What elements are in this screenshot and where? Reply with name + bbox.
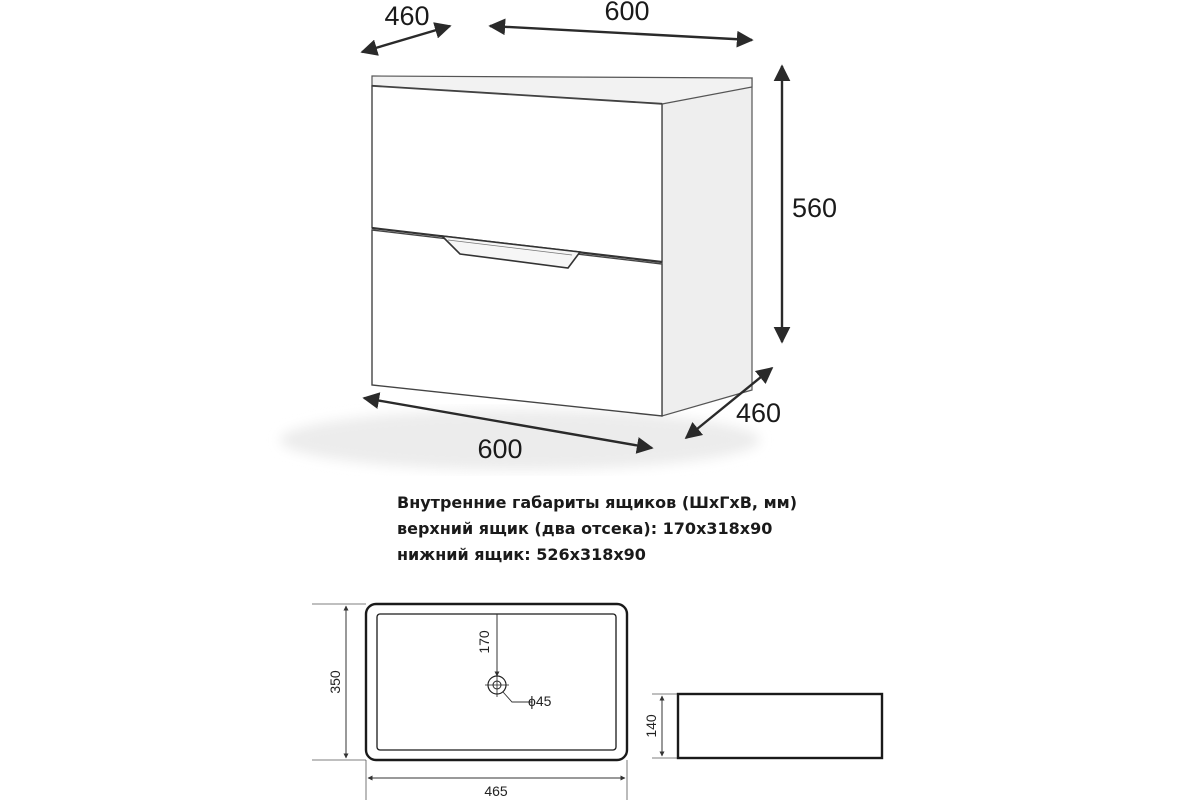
dim-label-width-bottom: 600 xyxy=(477,434,523,464)
drawer-dimensions-note xyxy=(397,493,797,564)
note-title: Внутренние габариты ящиков (ШхГхВ, мм) xyxy=(397,493,798,512)
dim-label-drain-diameter: ϕ45 xyxy=(528,693,552,709)
basin-side-profile xyxy=(678,694,882,758)
dim-arrow-width-top xyxy=(490,26,752,40)
dim-label-drain-offset: 170 xyxy=(476,630,492,654)
dim-label-basin-width: 465 xyxy=(484,783,508,799)
note-lower-drawer: нижний ящик: 526х318х90 xyxy=(397,545,646,564)
dim-label-depth-right: 460 xyxy=(736,398,782,428)
dim-label-depth-top: 460 xyxy=(384,1,430,31)
cabinet-side-panel xyxy=(662,78,752,416)
dim-label-basin-height: 350 xyxy=(327,670,343,694)
cabinet-view xyxy=(280,0,837,470)
dim-label-basin-side-height: 140 xyxy=(643,714,659,738)
note-upper-drawer: верхний ящик (два отсека): 170х318х90 xyxy=(397,519,773,538)
basin-side-view xyxy=(643,694,882,758)
basin-top-view xyxy=(312,604,627,800)
dim-label-height: 560 xyxy=(792,193,838,223)
dim-label-width-top: 600 xyxy=(604,0,650,26)
